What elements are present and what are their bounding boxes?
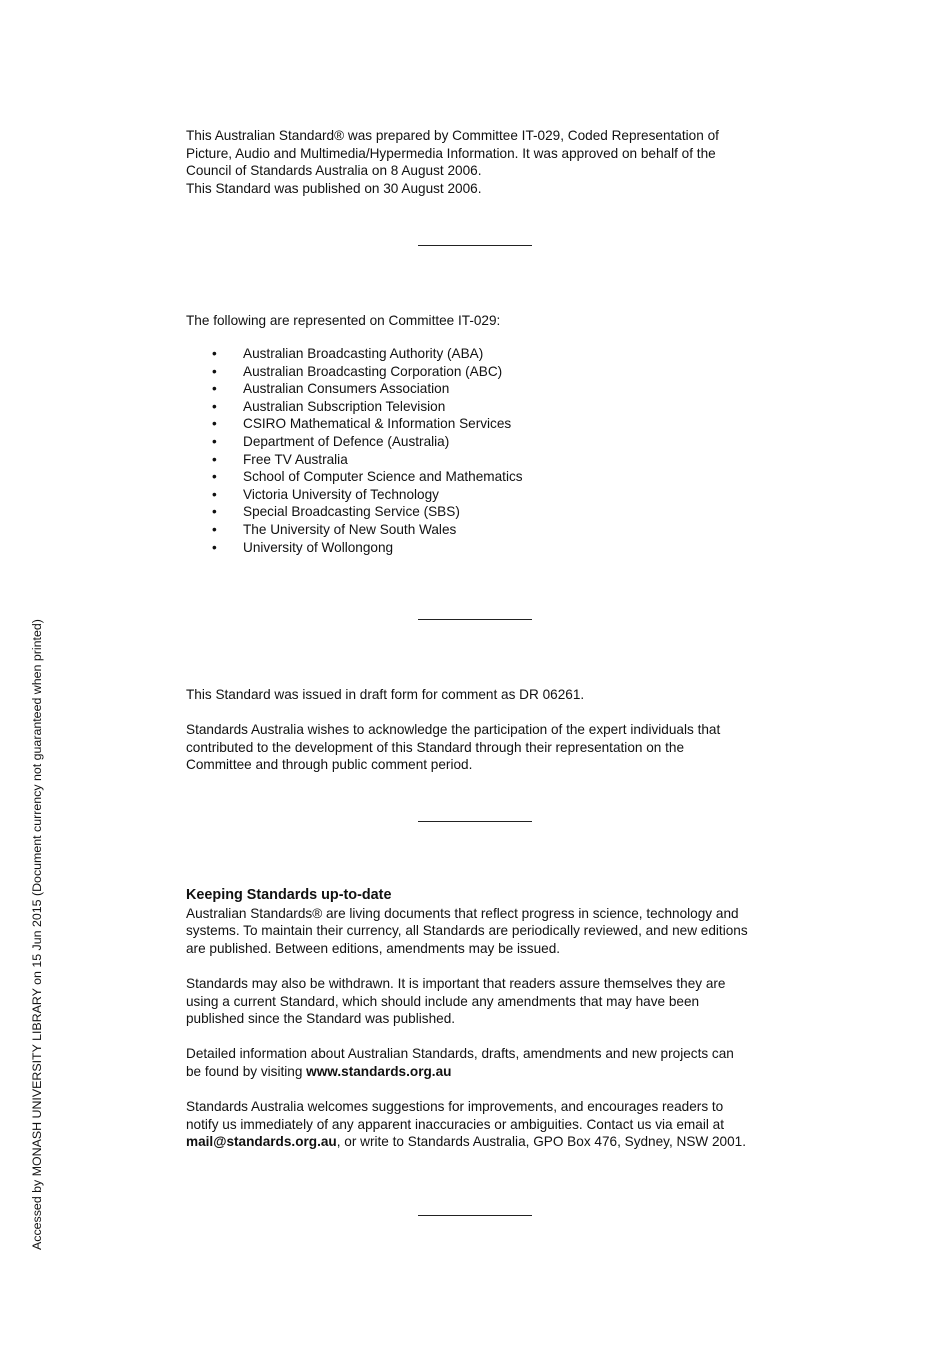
bullet-icon: • [212,486,217,502]
acknowledgement-line: Committee and through public comment period. [186,757,473,772]
preparation-line: Picture, Audio and Multimedia/Hypermedia Information. It was approved on behalf of the [186,145,716,161]
member-name: Free TV Australia [243,451,348,467]
draft-section [186,686,776,704]
member-name: Department of Defence (Australia) [243,433,450,449]
paragraph-line: Standards may also be withdrawn. It is important that readers assure themselves they are [186,976,726,991]
member-name: CSIRO Mathematical & Information Services [243,416,512,432]
committee-members [186,345,776,556]
bullet-icon: • [212,398,217,414]
paragraph-line: are published. Between editions, amendments may be issued. [186,940,561,956]
paragraph-line: systems. To maintain their currency, all Standards are periodically reviewed, and new editions [186,923,748,938]
publication-line: This Standard was published on 30 August 2006. [186,180,482,196]
committee-intro: The following are represented on Committee IT-029: [186,313,501,328]
section-divider [418,619,532,620]
preparation-line: Council of Standards Australia on 8 August 2006. [186,163,482,178]
bullet-icon: • [212,521,217,537]
website-link[interactable]: www.standards.org.au [306,1063,452,1079]
acknowledgement-paragraph [186,721,776,774]
section-divider [418,821,532,822]
bullet-icon: • [212,363,217,379]
paragraph-text: be found by visiting [186,1063,307,1079]
access-watermark: Accessed by MONASH UNIVERSITY LIBRARY on 15 Jun 2015 (Document currency not guaranteed when printed) [30,619,44,1250]
bullet-icon: • [212,469,217,485]
committee-section [186,312,776,330]
list-item [186,415,776,433]
list-item [186,380,776,398]
paragraph-line: notify us immediately of any apparent inaccuracies or ambiguities. Contact us via email at [186,1116,724,1132]
bullet-icon: • [212,433,217,449]
paragraph-line: Detailed information about Australian Standards, drafts, amendments and new projects can [186,1046,734,1061]
information-paragraph [186,1045,776,1080]
section-heading: Keeping Standards up-to-date [186,887,392,903]
member-name: Victoria University of Technology [243,486,439,502]
list-item [186,363,776,381]
contact-paragraph [186,1098,776,1151]
acknowledgement-line: Standards Australia wishes to acknowledge the participation of the expert individuals that [186,722,721,737]
withdrawal-paragraph [186,975,776,1028]
member-name: Australian Broadcasting Corporation (ABC) [243,363,503,379]
list-item [186,451,776,469]
member-name: Australian Broadcasting Authority (ABA) [243,346,484,361]
email-link[interactable]: mail@standards.org.au [186,1134,337,1149]
paragraph-line: using a current Standard, which should include any amendments that may have been [186,993,700,1009]
list-item [186,468,776,486]
paragraph-line: published since the Standard was published. [186,1011,456,1026]
member-name: University of Wollongong [243,539,394,555]
member-name: Special Broadcasting Service (SBS) [243,504,460,520]
section-divider [418,245,532,246]
uptodate-section [186,887,776,957]
member-name: The University of New South Wales [243,521,457,537]
bullet-icon: • [212,539,217,555]
bullet-icon: • [212,346,217,361]
bullet-icon: • [212,504,217,520]
paragraph-line [186,1063,776,1081]
bullet-icon: • [212,451,217,467]
list-item [186,539,776,557]
draft-issued-statement: This Standard was issued in draft form for comment as DR 06261. [186,687,585,702]
member-name: Australian Consumers Association [243,381,450,397]
list-item [186,345,776,363]
paragraph-line: Australian Standards® are living documents that reflect progress in science, technology and [186,905,739,921]
acknowledgement-line: contributed to the development of this Standard through their representation on the [186,739,685,755]
paragraph-line [186,1133,776,1151]
section-divider [418,1215,532,1216]
bullet-icon: • [212,416,217,432]
list-item [186,433,776,451]
member-name: School of Computer Science and Mathematics [243,469,523,485]
bullet-icon: • [212,381,217,397]
list-item [186,521,776,539]
preparation-statement [186,127,776,197]
list-item [186,398,776,416]
member-name: Australian Subscription Television [243,398,446,414]
list-item [186,486,776,504]
list-item [186,503,776,521]
preparation-line: This Australian Standard® was prepared by Committee IT-029, Coded Representation of [186,128,719,143]
paragraph-text: , or write to Standards Australia, GPO Box 476, Sydney, NSW 2001. [336,1134,747,1149]
paragraph-line: Standards Australia welcomes suggestions for improvements, and encourages readers to [186,1099,724,1114]
committee-member-list [186,345,776,556]
